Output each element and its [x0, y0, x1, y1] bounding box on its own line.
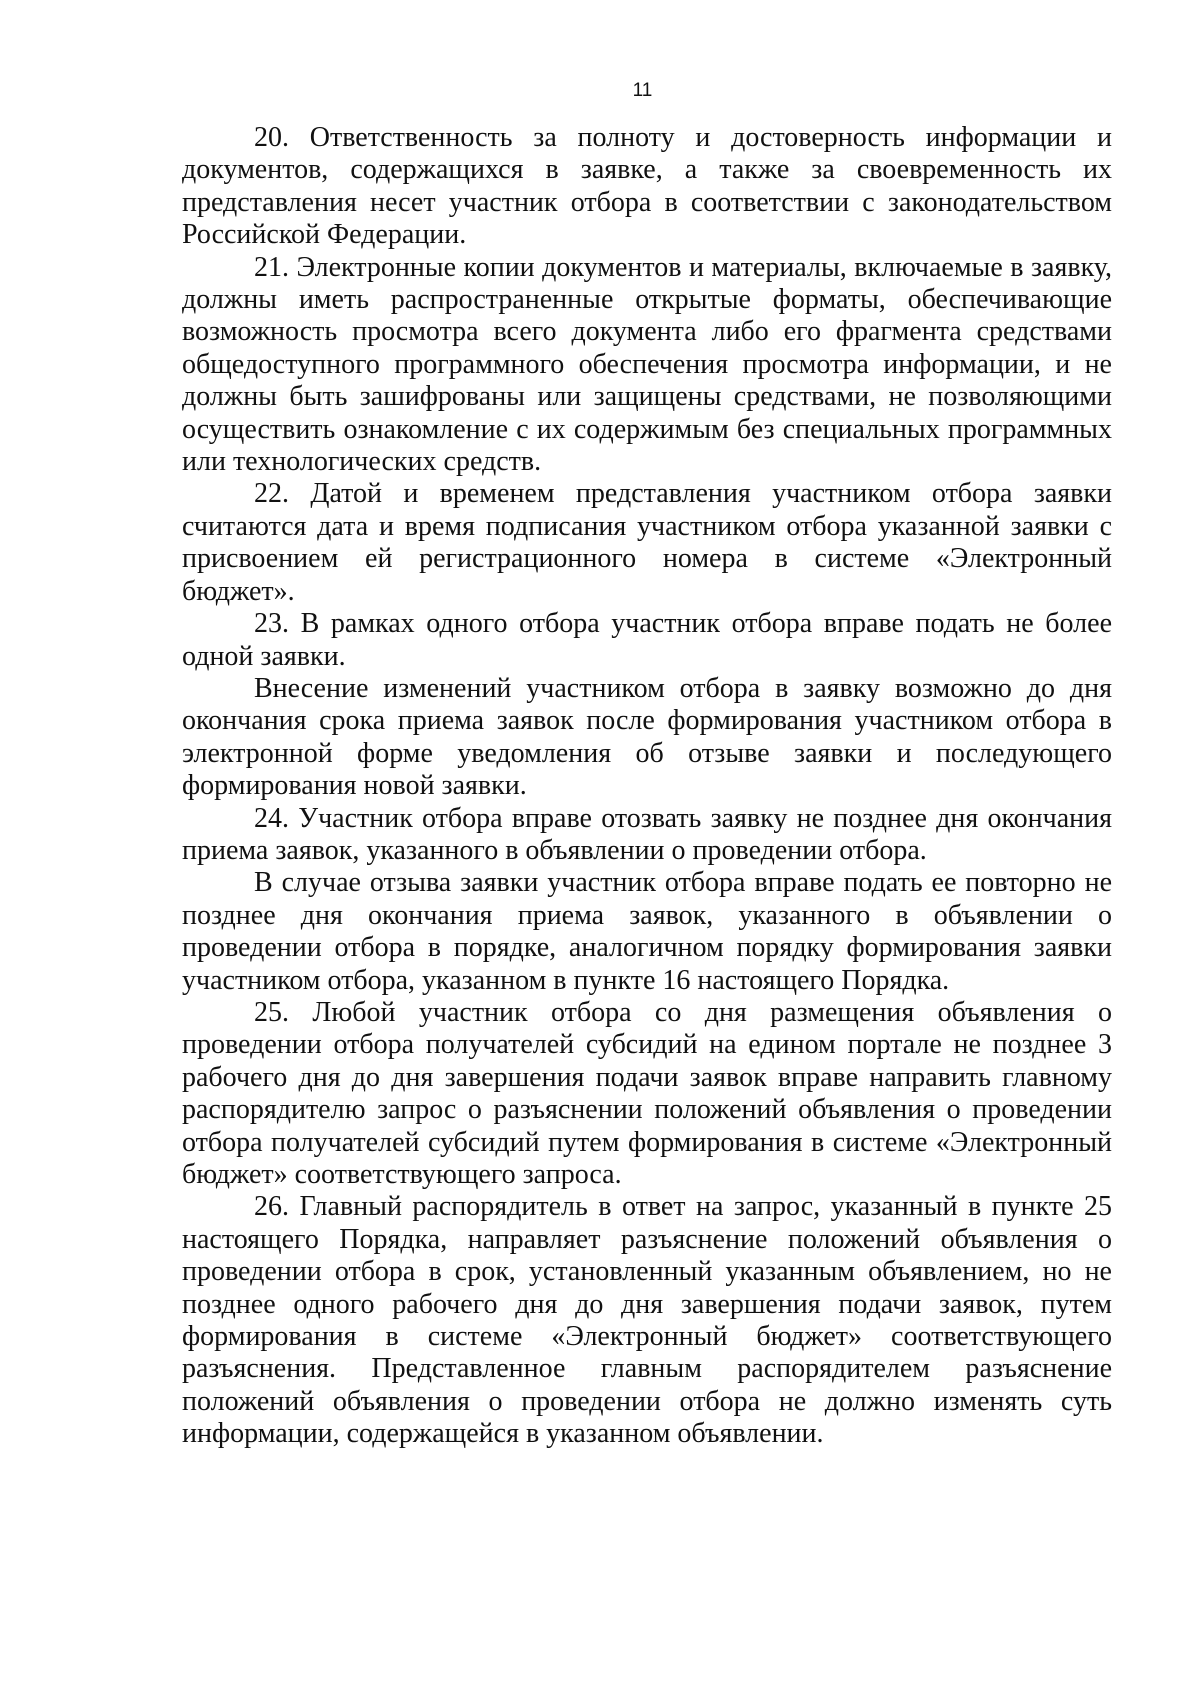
paragraph-23: 23. В рамках одного отбора участник отбора вправе подать не более одной заявки. [182, 608, 1112, 672]
paragraph-23-amendments: Внесение изменений участником отбора в заявку возможно до дня окончания срока приема заявок после формирования участником отбора в электронной форме уведомления об отзыве заявки и последующего формирования новой заявки. [182, 672, 1112, 802]
paragraph-26: 26. Главный распорядитель в ответ на запрос, указанный в пункте 25 настоящего Порядка, направляет разъяснение положений объявления о проведении отбора в срок, установленный указанным объявлением, но не позднее одного рабочего дня до дня завершения подачи заявок, путем формирования в системе «Электронный бюджет» соответствующего разъяснения. Представленное главным распорядителем разъяснение положений объявления о проведении отбора не должно изменять суть информации, содержащейся в указанном объявлении. [182, 1191, 1112, 1450]
paragraph-21: 21. Электронные копии документов и материалы, включаемые в заявку, должны иметь распространенные открытые форматы, обеспечивающие возможность просмотра всего документа либо его фрагмента средствами общедоступного программного обеспечения просмотра информации, и не должны быть зашифрованы или защищены средствами, не позволяющими осуществить ознакомление с их содержимым без специальных программных или технологических средств. [182, 251, 1112, 478]
paragraph-22: 22. Датой и временем представления участником отбора заявки считаются дата и время подписания участником отбора указанной заявки с присвоением ей регистрационного номера в системе «Электронный бюджет». [182, 478, 1112, 607]
paragraph-25: 25. Любой участник отбора со дня размещения объявления о проведении отбора получателей субсидий на едином портале не позднее 3 рабочего дня до дня завершения подачи заявок вправе направить главному распорядителю запрос о разъяснении положений объявления о проведении отбора получателей субсидий путем формирования в системе «Электронный бюджет» соответствующего запроса. [182, 996, 1112, 1190]
paragraph-24: 24. Участник отбора вправе отозвать заявку не позднее дня окончания приема заявок, указанного в объявлении о проведении отбора. [182, 802, 1112, 866]
page-number: 11 [632, 80, 653, 101]
paragraph-24-resubmission: В случае отзыва заявки участник отбора вправе подать ее повторно не позднее дня окончания приема заявок, указанного в объявлении о проведении отбора в порядке, аналогичном порядку формирования заявки участником отбора, указанном в пункте 16 настоящего Порядка. [182, 867, 1112, 996]
paragraph-20: 20. Ответственность за полноту и достоверность информации и документов, содержащихся в заявке, а также за своевременность их представления несет участник отбора в соответствии с законодательством Российской Федерации. [182, 122, 1112, 251]
document-body [182, 122, 1112, 1451]
